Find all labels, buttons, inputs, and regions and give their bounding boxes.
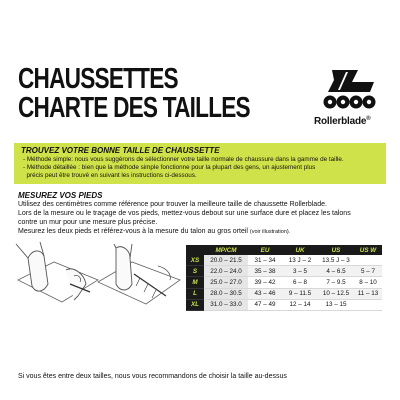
table-row (186, 255, 382, 266)
table-row (186, 266, 382, 277)
header-size (186, 245, 204, 255)
size-cell: M (186, 277, 204, 288)
us-w-cell (354, 255, 382, 266)
eu-cell: 35 – 38 (248, 266, 282, 277)
uk-cell: 9 – 11.5 (282, 288, 318, 299)
foot-measuring-illustration-icon (96, 240, 182, 322)
eu-cell: 47 – 49 (248, 299, 282, 310)
mp-cm-cell: 20.0 – 21.5 (204, 255, 248, 266)
us-cell: 13 – 15 (318, 299, 354, 310)
us-cell: 4 – 6.5 (318, 266, 354, 277)
table-row (186, 288, 382, 299)
uk-cell: 13 J – 2 (282, 255, 318, 266)
size-table (186, 245, 382, 311)
eu-cell: 31 – 34 (248, 255, 282, 266)
us-w-cell (354, 299, 382, 310)
footnote: Si vous êtes entre deux tailles, nous vous recommandons de choisir la taille au-dessus (18, 373, 287, 380)
us-w-cell: 11 – 13 (354, 288, 382, 299)
mp-cm-cell: 31.0 – 33.0 (204, 299, 248, 310)
title-line-1: CHAUSSETTES (18, 63, 178, 95)
header-us-w: US W (354, 245, 382, 255)
measure-heading: MESUREZ VOS PIEDS (18, 191, 103, 200)
size-cell: XS (186, 255, 204, 266)
size-cell: S (186, 266, 204, 277)
page-title (18, 65, 250, 123)
uk-cell: 6 – 8 (282, 277, 318, 288)
us-cell: 13.5 J – 3 (318, 255, 354, 266)
us-cell: 10 – 12.5 (318, 288, 354, 299)
header-eu: EU (248, 245, 282, 255)
us-w-cell: 5 – 7 (354, 266, 382, 277)
table-row (186, 299, 382, 310)
brand-wordmark: Rollerblade® (314, 116, 371, 127)
uk-cell: 3 – 5 (282, 266, 318, 277)
size-cell: L (186, 288, 204, 299)
rollerblade-logo-icon (314, 68, 390, 132)
find-size-box (14, 143, 386, 184)
eu-cell: 39 – 42 (248, 277, 282, 288)
title-line-2: CHARTE DES TAILLES (18, 92, 250, 124)
detailed-method-text: - Méthode détaillée : bien que la méthode simple fonctionne pour la plupart des gens, un ajustement plus (23, 164, 316, 171)
size-cell: XL (186, 299, 204, 310)
find-size-heading: TROUVEZ VOTRE BONNE TAILLE DE CHAUSSETTE (21, 146, 220, 155)
mp-cm-cell: 25.0 – 27.0 (204, 277, 248, 288)
measure-text-3: contre un mur pour une mesure plus précise. (18, 219, 158, 226)
simple-method-text: - Méthode simple: nous vous suggérons de sélectionner votre taille normale de chaussure dans la gamme de taille. (23, 156, 344, 163)
mp-cm-cell: 22.0 – 24.0 (204, 266, 248, 277)
us-cell: 7 – 9.5 (318, 277, 354, 288)
measure-text-2: Lors de la mesure ou le traçage de vos pieds, mettez-vous debout sur une surface dure et placez les talons (18, 210, 351, 217)
mp-cm-cell: 28.0 – 30.5 (204, 288, 248, 299)
measure-text-4: Mesurez les deux pieds et référez-vous à la mesure du talon au gros orteil (voir illustration). (18, 228, 291, 235)
us-w-cell: 8 – 10 (354, 277, 382, 288)
eu-cell: 43 – 46 (248, 288, 282, 299)
header-mp-cm: MP/CM (204, 245, 248, 255)
header-uk: UK (282, 245, 318, 255)
table-row (186, 277, 382, 288)
header-us: US (318, 245, 354, 255)
measure-text-1: Utilisez des centimètres comme référence pour trouver la meilleure taille de chaussette Rollerblade. (18, 201, 327, 208)
size-table-header (186, 245, 382, 255)
uk-cell: 12 – 14 (282, 299, 318, 310)
foot-tracing-illustration-icon (14, 240, 100, 322)
detailed-method-text-cont: précis peut être trouvé en suivant les instructions ci-dessous. (23, 172, 197, 179)
